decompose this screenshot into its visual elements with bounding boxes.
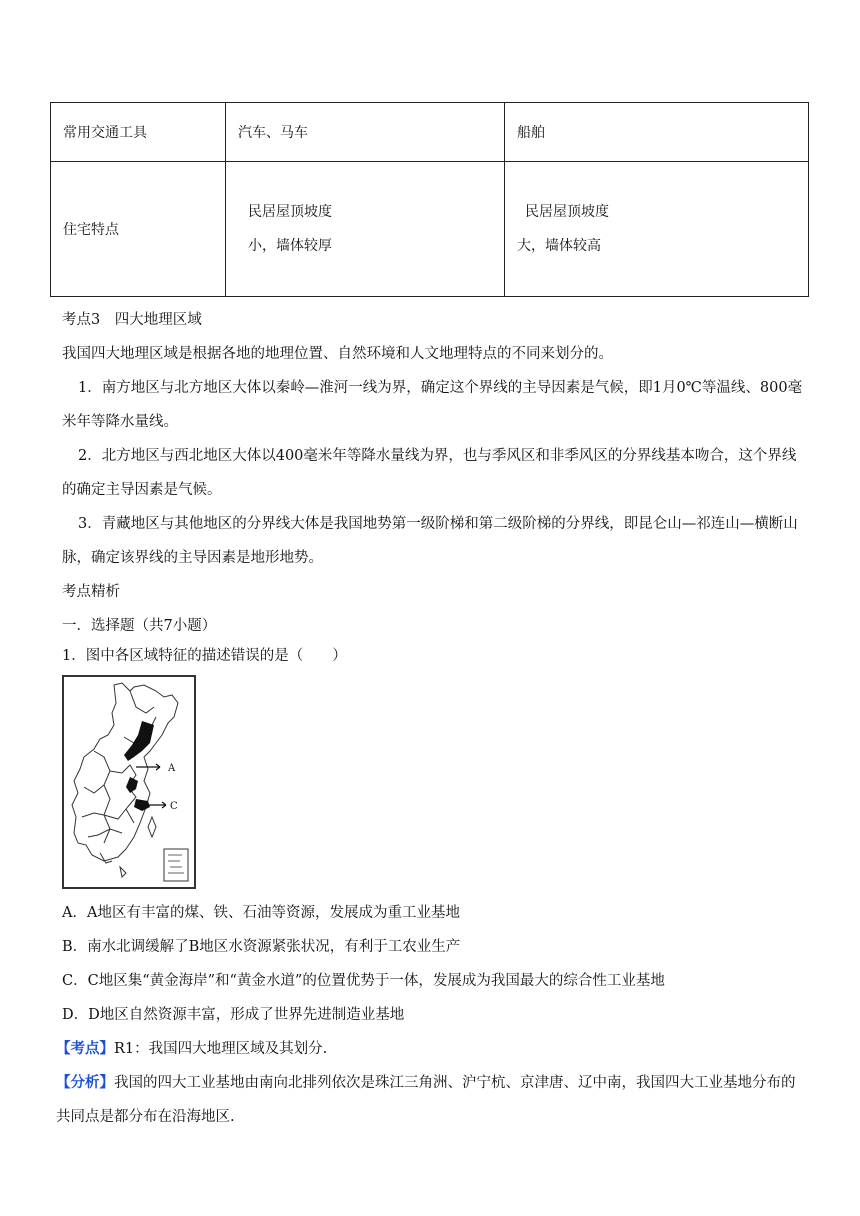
fenxi-block [56, 1066, 808, 1134]
kaodian-block [56, 1032, 802, 1066]
list-item: 2．北方地区与西北地区大体以400毫米年等降水量线为界，也与季风区和非季风区的分界线基本吻合，这个界线的确定主导因素是气候。 [62, 448, 797, 498]
kaodian-text: R1：我国四大地理区域及其划分. [114, 1041, 328, 1057]
map-label-a: A [168, 763, 176, 774]
china-map-drawing [64, 677, 194, 887]
table-row [51, 103, 809, 162]
cell-text: 民居屋顶坡度 [525, 204, 609, 220]
comparison-table [50, 102, 809, 297]
cell-text: 船舶 [517, 125, 545, 141]
option-c: C．C地区集“黄金海岸”和“黄金水道”的位置优势于一体，发展成为我国最大的综合性工业基地 [62, 973, 665, 989]
fenxi-text: 我国的四大工业基地由南向北排列依次是珠江三角洲、沪宁杭、京津唐、辽中南，我国四大工业基地分布的共同点是都分布在沿海地区. [56, 1075, 796, 1125]
china-map-figure [62, 675, 196, 889]
table-cell [51, 103, 226, 162]
question-group-title: 一．选择题（共7小题） [62, 618, 217, 634]
table-cell [505, 162, 809, 297]
table-cell [226, 103, 505, 162]
list-item: 3．青藏地区与其他地区的分界线大体是我国地势第一级阶梯和第二级阶梯的分界线，即昆仑山—祁连山—横断山脉，确定该界线的主导因素是地形地势。 [62, 516, 798, 566]
section-heading: 考点3 四大地理区域 [62, 312, 202, 328]
analysis-heading: 考点精析 [62, 584, 120, 600]
table-row [51, 162, 809, 297]
map-label-c: C [170, 801, 178, 812]
list-item: 1．南方地区与北方地区大体以秦岭—淮河一线为界，确定这个界线的主导因素是气候，即1月0℃等温线、800毫米年等降水量线。 [62, 380, 803, 430]
row-label: 常用交通工具 [63, 125, 147, 141]
section-intro: 我国四大地理区域是根据各地的地理位置、自然环境和人文地理特点的不同来划分的。 [62, 346, 613, 362]
row-label: 住宅特点 [63, 222, 119, 238]
option-d: D．D地区自然资源丰富，形成了世界先进制造业基地 [62, 1007, 405, 1023]
table-cell [51, 162, 226, 297]
option-a: A．A地区有丰富的煤、铁、石油等资源，发展成为重工业基地 [62, 905, 460, 921]
cell-text: 小，墙体较厚 [248, 238, 332, 254]
option-b: B．南水北调缓解了B地区水资源紧张状况，有利于工农业生产 [62, 939, 461, 955]
kaodian-tag: 【考点】 [56, 1040, 114, 1057]
cell-text: 大，墙体较高 [517, 238, 601, 254]
cell-text: 汽车、马车 [238, 125, 308, 141]
south-china-sea-inset [164, 849, 188, 881]
table-cell [505, 103, 809, 162]
question-stem: 1．图中各区域特征的描述错误的是（ ） [62, 648, 347, 664]
cell-text: 民居屋顶坡度 [248, 204, 332, 220]
table-cell [226, 162, 505, 297]
fenxi-tag: 【分析】 [56, 1074, 114, 1091]
